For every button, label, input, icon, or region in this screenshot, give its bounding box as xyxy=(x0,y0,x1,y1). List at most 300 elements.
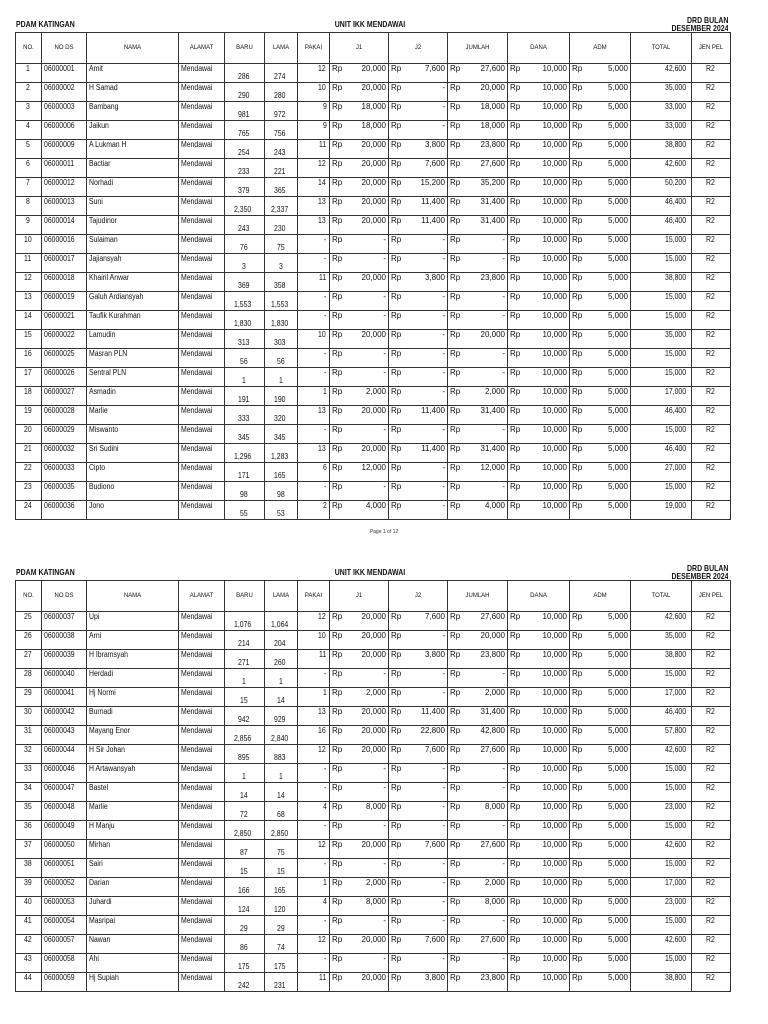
table-row xyxy=(16,444,731,463)
customer-id: 06000021 xyxy=(42,311,87,330)
amount-value: 31,400 xyxy=(480,406,505,415)
table-row xyxy=(16,631,731,650)
currency-label: Rp xyxy=(391,292,402,301)
customer-name: A Lukman H xyxy=(87,140,179,159)
amount-value: 5,000 xyxy=(607,83,628,92)
row-number: 31 xyxy=(16,726,42,745)
currency-label: Rp xyxy=(572,292,583,301)
amount-value: 2,000 xyxy=(484,387,505,396)
col-total-header: TOTAL xyxy=(631,581,692,612)
jumlah-amount xyxy=(448,444,508,463)
currency-label: Rp xyxy=(450,707,461,716)
amount-value: - xyxy=(442,235,445,244)
j2-amount xyxy=(389,330,448,349)
jumlah-amount xyxy=(448,802,508,821)
currency-label: Rp xyxy=(332,292,343,301)
currency-label: Rp xyxy=(332,821,343,830)
service-type: R2 xyxy=(692,406,731,425)
total-amount: 17,000 xyxy=(631,688,692,707)
currency-label: Rp xyxy=(572,368,583,377)
currency-label: Rp xyxy=(391,840,402,849)
jumlah-amount xyxy=(448,783,508,802)
customer-id: 06000058 xyxy=(42,954,87,973)
meter-new: 72 xyxy=(225,802,265,821)
currency-label: Rp xyxy=(450,349,461,358)
adm-amount xyxy=(570,406,631,425)
meter-new: 243 xyxy=(225,216,265,235)
col-dana-header: DANA xyxy=(508,33,570,64)
customer-address: Mendawai xyxy=(179,726,225,745)
dana-amount xyxy=(508,650,570,669)
currency-label: Rp xyxy=(332,83,343,92)
j2-amount xyxy=(389,501,448,520)
amount-value: 8,000 xyxy=(365,897,386,906)
j2-amount xyxy=(389,764,448,783)
currency-label: Rp xyxy=(391,311,402,320)
meter-old: 1,064 xyxy=(265,612,298,631)
amount-value: 27,600 xyxy=(480,64,505,73)
adm-amount xyxy=(570,482,631,501)
j1-amount xyxy=(330,650,389,669)
j2-amount xyxy=(389,178,448,197)
customer-id: 06000009 xyxy=(42,140,87,159)
jumlah-amount xyxy=(448,178,508,197)
row-number: 26 xyxy=(16,631,42,650)
currency-label: Rp xyxy=(450,954,461,963)
currency-label: Rp xyxy=(391,973,402,982)
amount-value: 5,000 xyxy=(607,140,628,149)
amount-value: 10,000 xyxy=(542,273,567,282)
currency-label: Rp xyxy=(450,330,461,339)
j1-amount xyxy=(330,311,389,330)
amount-value: 10,000 xyxy=(542,783,567,792)
jumlah-amount xyxy=(448,764,508,783)
total-amount: 15,000 xyxy=(631,368,692,387)
currency-label: Rp xyxy=(572,463,583,472)
service-type: R2 xyxy=(692,669,731,688)
currency-label: Rp xyxy=(450,897,461,906)
customer-name: Marlie xyxy=(87,406,179,425)
currency-label: Rp xyxy=(391,216,402,225)
currency-label: Rp xyxy=(332,159,343,168)
meter-new: 29 xyxy=(225,916,265,935)
meter-old: 204 xyxy=(265,631,298,650)
row-number: 24 xyxy=(16,501,42,520)
currency-label: Rp xyxy=(391,482,402,491)
currency-label: Rp xyxy=(572,612,583,621)
j1-amount xyxy=(330,330,389,349)
amount-value: 5,000 xyxy=(607,935,628,944)
amount-value: - xyxy=(442,102,445,111)
customer-id: 06000028 xyxy=(42,406,87,425)
currency-label: Rp xyxy=(391,178,402,187)
currency-label: Rp xyxy=(332,197,343,206)
total-amount: 35,000 xyxy=(631,83,692,102)
total-amount: 42,600 xyxy=(631,64,692,83)
customer-address: Mendawai xyxy=(179,368,225,387)
j1-amount xyxy=(330,197,389,216)
j1-amount xyxy=(330,121,389,140)
service-type: R2 xyxy=(692,973,731,992)
currency-label: Rp xyxy=(572,178,583,187)
dana-amount xyxy=(508,83,570,102)
currency-label: Rp xyxy=(572,349,583,358)
col-j1-header: J1 xyxy=(330,33,389,64)
jumlah-amount xyxy=(448,121,508,140)
dana-amount xyxy=(508,292,570,311)
currency-label: Rp xyxy=(572,235,583,244)
service-type: R2 xyxy=(692,311,731,330)
currency-label: Rp xyxy=(510,916,521,925)
customer-address: Mendawai xyxy=(179,159,225,178)
meter-new: 55 xyxy=(225,501,265,520)
amount-value: 5,000 xyxy=(607,292,628,301)
currency-label: Rp xyxy=(510,783,521,792)
customer-name: Bastel xyxy=(87,783,179,802)
currency-label: Rp xyxy=(510,406,521,415)
row-number: 14 xyxy=(16,311,42,330)
dana-amount xyxy=(508,463,570,482)
currency-label: Rp xyxy=(450,406,461,415)
adm-amount xyxy=(570,444,631,463)
table-row xyxy=(16,973,731,992)
customer-id: 06000036 xyxy=(42,501,87,520)
currency-label: Rp xyxy=(332,669,343,678)
table-row xyxy=(16,916,731,935)
j1-amount xyxy=(330,688,389,707)
total-amount: 46,400 xyxy=(631,197,692,216)
service-type: R2 xyxy=(692,707,731,726)
col-adm-header: ADM xyxy=(570,581,631,612)
jumlah-amount xyxy=(448,726,508,745)
customer-address: Mendawai xyxy=(179,973,225,992)
amount-value: 10,000 xyxy=(542,821,567,830)
meter-old: 1 xyxy=(265,764,298,783)
amount-value: 18,000 xyxy=(480,121,505,130)
currency-label: Rp xyxy=(572,425,583,434)
usage: 13 xyxy=(298,406,330,425)
customer-id: 06000035 xyxy=(42,482,87,501)
currency-label: Rp xyxy=(572,707,583,716)
dana-amount xyxy=(508,482,570,501)
customer-address: Mendawai xyxy=(179,444,225,463)
meter-old: 303 xyxy=(265,330,298,349)
service-type: R2 xyxy=(692,330,731,349)
j1-amount xyxy=(330,64,389,83)
meter-new: 15 xyxy=(225,688,265,707)
customer-id: 06000029 xyxy=(42,425,87,444)
currency-label: Rp xyxy=(510,273,521,282)
col-lama-header: LAMA xyxy=(265,33,298,64)
currency-label: Rp xyxy=(332,859,343,868)
amount-value: 15,200 xyxy=(420,178,445,187)
currency-label: Rp xyxy=(332,178,343,187)
usage: - xyxy=(298,859,330,878)
dana-amount xyxy=(508,64,570,83)
table-row xyxy=(16,311,731,330)
j2-amount xyxy=(389,425,448,444)
meter-new: 345 xyxy=(225,425,265,444)
col-lama-header: LAMA xyxy=(265,581,298,612)
currency-label: Rp xyxy=(510,631,521,640)
usage: 12 xyxy=(298,935,330,954)
meter-old: 1 xyxy=(265,669,298,688)
meter-new: 3 xyxy=(225,254,265,273)
currency-label: Rp xyxy=(510,482,521,491)
currency-label: Rp xyxy=(572,140,583,149)
amount-value: 5,000 xyxy=(607,631,628,640)
meter-new: 313 xyxy=(225,330,265,349)
jumlah-amount xyxy=(448,425,508,444)
usage: - xyxy=(298,254,330,273)
currency-label: Rp xyxy=(450,650,461,659)
customer-name: Sentral PLN xyxy=(87,368,179,387)
amount-value: 10,000 xyxy=(542,425,567,434)
col-jumlah-header: JUMLAH xyxy=(448,581,508,612)
usage: 11 xyxy=(298,273,330,292)
j2-amount xyxy=(389,802,448,821)
amount-value: 27,600 xyxy=(480,612,505,621)
currency-label: Rp xyxy=(332,64,343,73)
dana-amount xyxy=(508,368,570,387)
amount-value: 27,600 xyxy=(480,745,505,754)
table-row xyxy=(16,121,731,140)
j2-amount xyxy=(389,121,448,140)
row-number: 9 xyxy=(16,216,42,235)
amount-value: 10,000 xyxy=(542,102,567,111)
currency-label: Rp xyxy=(510,897,521,906)
jumlah-amount xyxy=(448,688,508,707)
usage: 12 xyxy=(298,840,330,859)
meter-new: 76 xyxy=(225,235,265,254)
amount-value: - xyxy=(383,311,386,320)
customer-name: Lamudin xyxy=(87,330,179,349)
amount-value: 10,000 xyxy=(542,916,567,925)
currency-label: Rp xyxy=(510,935,521,944)
amount-value: 20,000 xyxy=(361,612,386,621)
billing-table xyxy=(15,580,731,992)
amount-value: 31,400 xyxy=(480,216,505,225)
customer-address: Mendawai xyxy=(179,273,225,292)
currency-label: Rp xyxy=(510,121,521,130)
amount-value: 10,000 xyxy=(542,935,567,944)
currency-label: Rp xyxy=(332,726,343,735)
currency-label: Rp xyxy=(332,501,343,510)
currency-label: Rp xyxy=(450,501,461,510)
j1-amount xyxy=(330,783,389,802)
table-row xyxy=(16,102,731,121)
company-name: PDAM KATINGAN xyxy=(16,567,75,577)
jumlah-amount xyxy=(448,859,508,878)
customer-id: 06000038 xyxy=(42,631,87,650)
col-no-header: NO. xyxy=(16,33,42,64)
amount-value: 5,000 xyxy=(607,159,628,168)
j2-amount xyxy=(389,444,448,463)
usage: - xyxy=(298,916,330,935)
col-j2-header: J2 xyxy=(389,581,448,612)
adm-amount xyxy=(570,387,631,406)
j1-amount xyxy=(330,83,389,102)
amount-value: 20,000 xyxy=(361,178,386,187)
j2-amount xyxy=(389,482,448,501)
customer-name: Khairil Anwar xyxy=(87,273,179,292)
currency-label: Rp xyxy=(510,425,521,434)
total-amount: 33,000 xyxy=(631,121,692,140)
amount-value: 2,000 xyxy=(365,878,386,887)
table-row xyxy=(16,349,731,368)
amount-value: 3,800 xyxy=(424,973,445,982)
meter-old: 1,283 xyxy=(265,444,298,463)
j1-amount xyxy=(330,178,389,197)
currency-label: Rp xyxy=(391,821,402,830)
customer-id: 06000042 xyxy=(42,707,87,726)
currency-label: Rp xyxy=(332,631,343,640)
customer-id: 06000043 xyxy=(42,726,87,745)
amount-value: 18,000 xyxy=(361,102,386,111)
jumlah-amount xyxy=(448,707,508,726)
amount-value: 5,000 xyxy=(607,802,628,811)
meter-new: 1 xyxy=(225,764,265,783)
service-type: R2 xyxy=(692,64,731,83)
currency-label: Rp xyxy=(450,235,461,244)
page-footer: Page 1 of 12 xyxy=(369,529,399,535)
amount-value: 27,600 xyxy=(480,935,505,944)
usage: 12 xyxy=(298,159,330,178)
j1-amount xyxy=(330,802,389,821)
currency-label: Rp xyxy=(391,764,402,773)
jumlah-amount xyxy=(448,197,508,216)
amount-value: 20,000 xyxy=(361,406,386,415)
currency-label: Rp xyxy=(450,197,461,206)
customer-address: Mendawai xyxy=(179,463,225,482)
col-nods-header: NO DS xyxy=(42,33,87,64)
service-type: R2 xyxy=(692,444,731,463)
currency-label: Rp xyxy=(510,216,521,225)
amount-value: 5,000 xyxy=(607,368,628,377)
row-number: 42 xyxy=(16,935,42,954)
currency-label: Rp xyxy=(450,444,461,453)
currency-label: Rp xyxy=(450,387,461,396)
currency-label: Rp xyxy=(572,311,583,320)
currency-label: Rp xyxy=(391,897,402,906)
amount-value: 5,000 xyxy=(607,650,628,659)
currency-label: Rp xyxy=(572,802,583,811)
j1-amount xyxy=(330,349,389,368)
j2-amount xyxy=(389,368,448,387)
customer-address: Mendawai xyxy=(179,140,225,159)
customer-name: Masripai xyxy=(87,916,179,935)
report-period-line1: DRD BULAN xyxy=(686,564,728,573)
currency-label: Rp xyxy=(510,463,521,472)
j2-amount xyxy=(389,783,448,802)
dana-amount xyxy=(508,821,570,840)
amount-value: - xyxy=(442,482,445,491)
meter-old: 2,850 xyxy=(265,821,298,840)
meter-old: 68 xyxy=(265,802,298,821)
table-row xyxy=(16,159,731,178)
dana-amount xyxy=(508,102,570,121)
amount-value: - xyxy=(383,764,386,773)
customer-address: Mendawai xyxy=(179,64,225,83)
total-amount: 15,000 xyxy=(631,311,692,330)
customer-id: 06000027 xyxy=(42,387,87,406)
currency-label: Rp xyxy=(391,688,402,697)
amount-value: 3,800 xyxy=(424,650,445,659)
dana-amount xyxy=(508,349,570,368)
meter-old: 358 xyxy=(265,273,298,292)
customer-name: H Manju xyxy=(87,821,179,840)
currency-label: Rp xyxy=(510,878,521,887)
total-amount: 46,400 xyxy=(631,707,692,726)
total-amount: 42,600 xyxy=(631,745,692,764)
currency-label: Rp xyxy=(332,745,343,754)
amount-value: - xyxy=(383,254,386,263)
adm-amount xyxy=(570,64,631,83)
adm-amount xyxy=(570,235,631,254)
currency-label: Rp xyxy=(450,802,461,811)
usage: 11 xyxy=(298,140,330,159)
usage: - xyxy=(298,425,330,444)
j1-amount xyxy=(330,140,389,159)
meter-old: 231 xyxy=(265,973,298,992)
j1-amount xyxy=(330,726,389,745)
currency-label: Rp xyxy=(332,482,343,491)
meter-new: 981 xyxy=(225,102,265,121)
amount-value: 5,000 xyxy=(607,444,628,453)
j1-amount xyxy=(330,273,389,292)
report-period-line1: DRD BULAN xyxy=(686,16,728,25)
customer-name: Mayang Enor xyxy=(87,726,179,745)
amount-value: - xyxy=(442,121,445,130)
adm-amount xyxy=(570,650,631,669)
table-row xyxy=(16,368,731,387)
j2-amount xyxy=(389,897,448,916)
amount-value: 7,600 xyxy=(424,840,445,849)
adm-amount xyxy=(570,878,631,897)
report-period-line2: DESEMBER 2024 xyxy=(671,23,728,33)
j2-amount xyxy=(389,935,448,954)
row-number: 28 xyxy=(16,669,42,688)
currency-label: Rp xyxy=(332,840,343,849)
currency-label: Rp xyxy=(391,444,402,453)
meter-old: 1 xyxy=(265,368,298,387)
amount-value: 10,000 xyxy=(542,745,567,754)
amount-value: 10,000 xyxy=(542,707,567,716)
currency-label: Rp xyxy=(510,501,521,510)
j1-amount xyxy=(330,482,389,501)
dana-amount xyxy=(508,802,570,821)
currency-label: Rp xyxy=(450,745,461,754)
amount-value: 5,000 xyxy=(607,178,628,187)
currency-label: Rp xyxy=(332,216,343,225)
jumlah-amount xyxy=(448,292,508,311)
amount-value: 5,000 xyxy=(607,707,628,716)
amount-value: 20,000 xyxy=(361,216,386,225)
currency-label: Rp xyxy=(450,83,461,92)
adm-amount xyxy=(570,707,631,726)
col-alamat-header: ALAMAT xyxy=(179,33,225,64)
currency-label: Rp xyxy=(391,64,402,73)
currency-label: Rp xyxy=(572,387,583,396)
table-header xyxy=(16,33,731,64)
table-row xyxy=(16,707,731,726)
table-row xyxy=(16,612,731,631)
total-amount: 46,400 xyxy=(631,444,692,463)
service-type: R2 xyxy=(692,745,731,764)
customer-name: Norhadi xyxy=(87,178,179,197)
amount-value: 5,000 xyxy=(607,197,628,206)
usage: 13 xyxy=(298,216,330,235)
